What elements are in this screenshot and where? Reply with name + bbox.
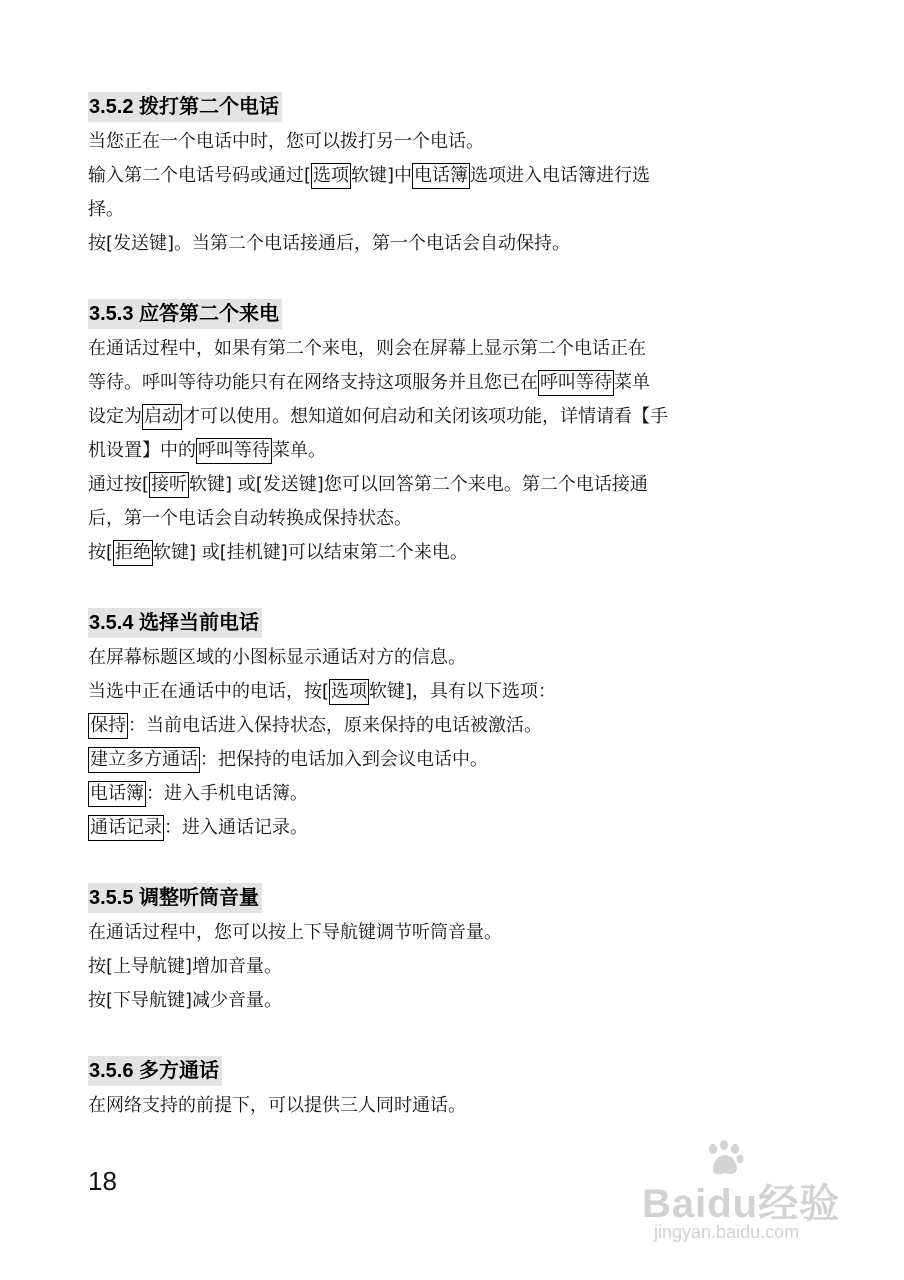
menu-term-box: 建立多方通话 [88, 747, 200, 773]
text-run: 软键] 或[挂机键]可以结束第二个来电。 [153, 542, 468, 563]
text-run: 机设置】中的 [88, 440, 196, 461]
paragraph-line [88, 366, 808, 400]
section-heading: 3.5.5 调整听筒音量 [88, 883, 262, 913]
paragraph-line [88, 434, 808, 468]
text-run: 等待。呼叫等待功能只有在网络支持这项服务并且您已在 [88, 372, 538, 393]
section [88, 1056, 808, 1123]
text-run: 菜单。 [272, 440, 326, 461]
paragraph-line [88, 777, 808, 811]
text-run: 当选中正在通话中的电话，按[ [88, 681, 330, 702]
paragraph-line [88, 916, 808, 950]
menu-term-box: 启动 [142, 404, 182, 430]
text-run: ：把保持的电话加入到会议电话中。 [200, 749, 488, 770]
text-run: 择。 [88, 199, 124, 220]
section-heading: 3.5.2 拨打第二个电话 [88, 92, 282, 122]
text-run: 才可以使用。想知道如何启动和关闭该项功能，详情请看【手 [182, 406, 668, 427]
paragraph-line [88, 332, 808, 366]
paragraph-line [88, 641, 808, 675]
menu-term-box: 拒绝 [113, 540, 153, 566]
paragraph-line [88, 125, 808, 159]
baidu-watermark [642, 1140, 862, 1250]
text-run: 输入第二个电话号码或通过[ [88, 165, 312, 186]
text-run: 软键] 或[发送键]您可以回答第二个来电。第二个电话接通 [189, 474, 648, 495]
text-run: 按[发送键]。当第二个电话接通后，第一个电话会自动保持。 [88, 233, 571, 254]
text-run: ：进入通话记录。 [164, 817, 308, 838]
section-heading: 3.5.3 应答第二个来电 [88, 299, 282, 329]
text-run: 软键]中 [351, 165, 413, 186]
paragraph-line [88, 400, 808, 434]
paragraph-line [88, 950, 808, 984]
menu-term-box: 呼叫等待 [538, 370, 614, 396]
page-number: 18 [88, 1166, 117, 1196]
section [88, 299, 808, 570]
menu-term-box: 呼叫等待 [196, 438, 272, 464]
menu-term-box: 通话记录 [88, 815, 164, 841]
menu-term-box: 选项 [311, 163, 351, 189]
paragraph-line [88, 193, 808, 227]
text-run: 按[上导航键]增加音量。 [88, 956, 283, 977]
menu-term-box: 接听 [149, 472, 189, 498]
text-run: 按[下导航键]减少音量。 [88, 990, 283, 1011]
menu-term-box: 保持 [88, 713, 128, 739]
text-run: 后，第一个电话会自动转换成保持状态。 [88, 508, 412, 529]
menu-term-box: 电话簿 [412, 163, 470, 189]
text-run: 当您正在一个电话中时，您可以拨打另一个电话。 [88, 131, 484, 152]
paragraph-line [88, 502, 808, 536]
paragraph-line [88, 159, 808, 193]
paragraph-line [88, 811, 808, 845]
watermark-brand: Baidu经验 [642, 1182, 841, 1226]
text-run: 在屏幕标题区域的小图标显示通话对方的信息。 [88, 647, 466, 668]
paragraph-line [88, 743, 808, 777]
document-page [88, 92, 808, 1161]
text-run: 软键]，具有以下选项： [369, 681, 557, 702]
text-run: 在通话过程中，您可以按上下导航键调节听筒音量。 [88, 922, 502, 943]
section-heading: 3.5.6 多方通话 [88, 1056, 222, 1086]
paragraph-line [88, 675, 808, 709]
menu-term-box: 选项 [329, 679, 369, 705]
section [88, 92, 808, 261]
watermark-url: jingyan.baidu.com [654, 1222, 800, 1242]
text-run: 在通话过程中，如果有第二个来电，则会在屏幕上显示第二个电话正在 [88, 338, 646, 359]
menu-term-box: 电话簿 [88, 781, 146, 807]
text-run: ：当前电话进入保持状态，原来保持的电话被激活。 [128, 715, 542, 736]
text-run: 设定为 [88, 406, 142, 427]
text-run: 通过按[ [88, 474, 150, 495]
section-heading: 3.5.4 选择当前电话 [88, 608, 262, 638]
paragraph-line [88, 709, 808, 743]
paragraph-line [88, 468, 808, 502]
text-run: 按[ [88, 542, 114, 563]
text-run: 菜单 [614, 372, 650, 393]
text-run: 在网络支持的前提下，可以提供三人同时通话。 [88, 1095, 466, 1116]
paragraph-line [88, 536, 808, 570]
text-run: ：进入手机电话簿。 [146, 783, 308, 804]
paragraph-line [88, 984, 808, 1018]
baidu-paw-icon [704, 1140, 744, 1176]
section [88, 883, 808, 1018]
paragraph-line [88, 227, 808, 261]
paragraph-line [88, 1089, 808, 1123]
text-run: 选项进入电话簿进行选 [470, 165, 651, 186]
section [88, 608, 808, 845]
